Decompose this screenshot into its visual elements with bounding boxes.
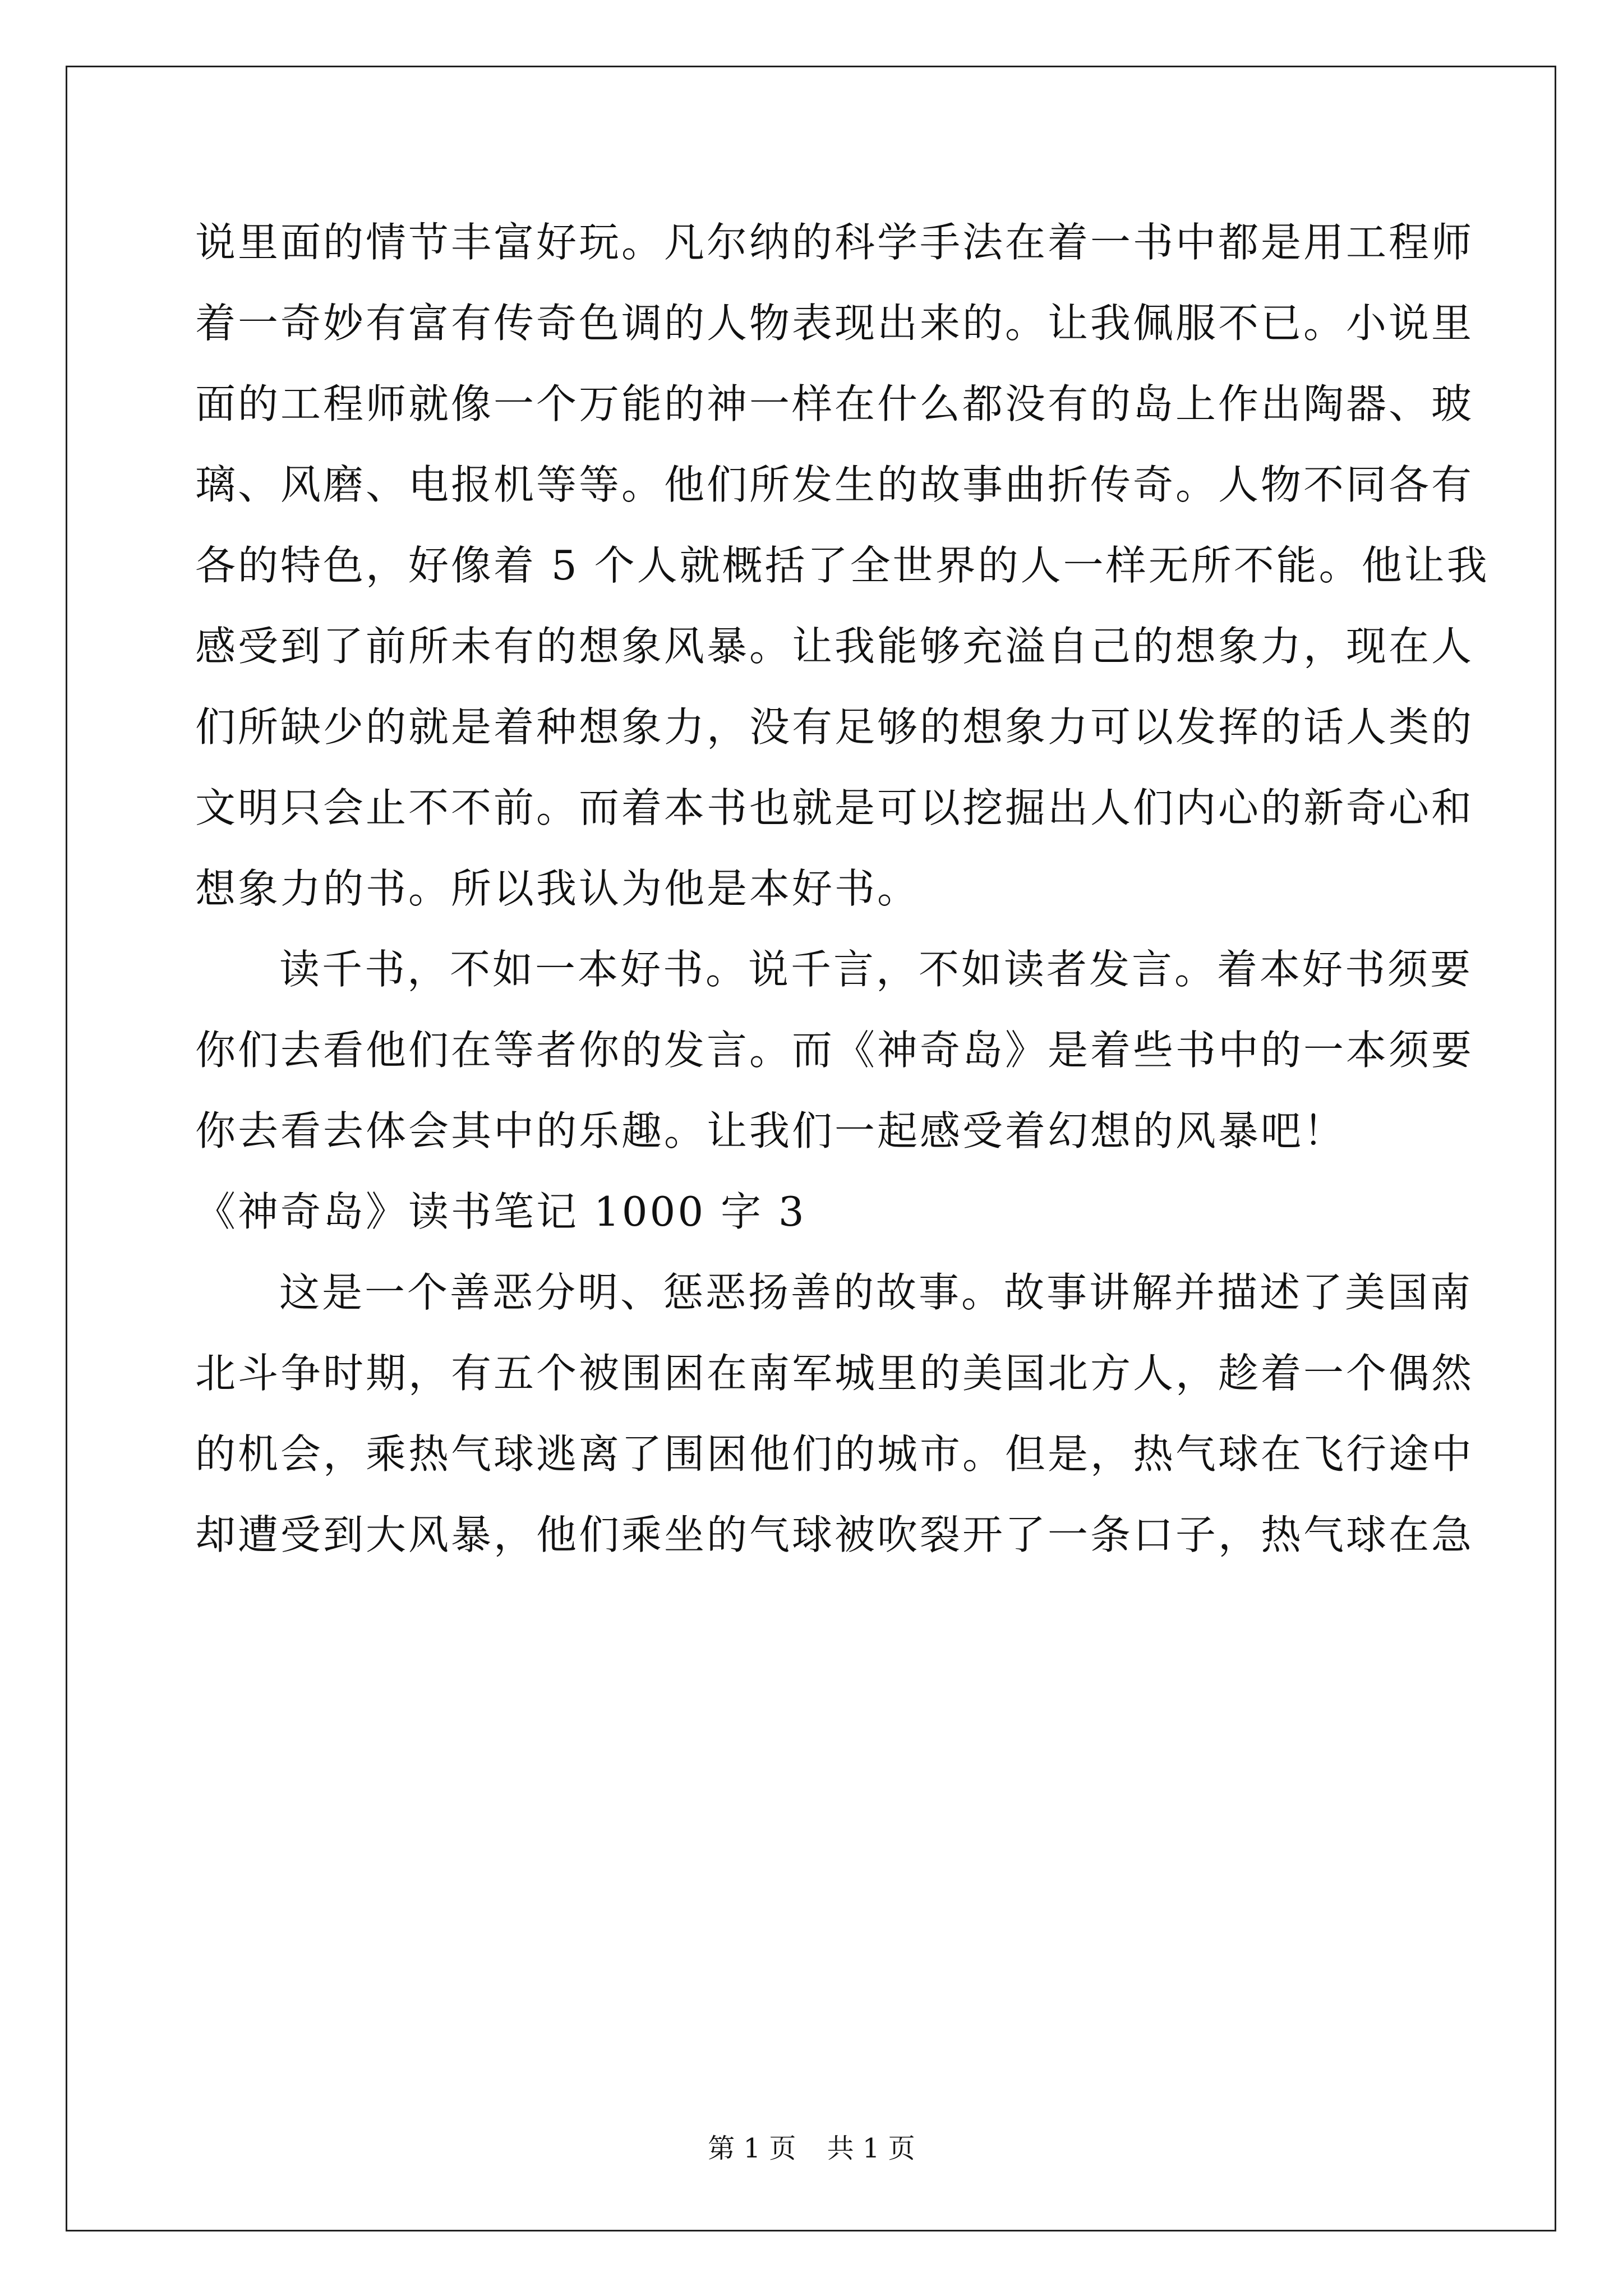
text-line-3: 面的工程师就像一个万能的神一样在什么都没有的岛上作出陶器、玻 [195, 380, 1474, 427]
text-line-14: 这是一个善恶分明、惩恶扬善的故事。故事讲解并描述了美国南 [279, 1269, 1473, 1316]
text-line-15: 北斗争时期，有五个被围困在南军城里的美国北方人，趁着一个偶然 [195, 1350, 1474, 1397]
text-line-12: 你去看去体会其中的乐趣。让我们一起感受着幻想的风暴吧！ [195, 1107, 1347, 1154]
text-line-5: 各的特色，好像着 5 个人就概括了全世界的人一样无所不能。他让我 [195, 542, 1490, 589]
text-line-6: 感受到了前所未有的想象风暴。让我能够充溢自己的想象力，现在人 [195, 623, 1474, 670]
text-line-4: 璃、风磨、电报机等等。他们所发生的故事曲折传奇。人物不同各有 [195, 461, 1474, 508]
text-line-11: 你们去看他们在等者你的发言。而《神奇岛》是着些书中的一本须要 [195, 1027, 1474, 1074]
text-line-2: 着一奇妙有富有传奇色调的人物表现出来的。让我佩服不已。小说里 [195, 300, 1474, 347]
page-total: 共 1 页 [827, 2133, 915, 2164]
text-line-8: 文明只会止不不前。而着本书也就是可以挖掘出人们内心的新奇心和 [195, 784, 1474, 831]
page-number: 第 1 页 [708, 2133, 796, 2164]
document-body [195, 202, 1490, 1575]
text-line-7: 们所缺少的就是着种想象力，没有足够的想象力可以发挥的话人类的 [195, 703, 1474, 751]
text-line-10: 读千书，不如一本好书。说千言，不如读者发言。着本好书须要 [279, 946, 1473, 993]
text-line-16: 的机会，乘热气球逃离了围困他们的城市。但是，热气球在飞行途中 [195, 1430, 1474, 1478]
text-line-9: 想象力的书。所以我认为他是本好书。 [195, 865, 920, 912]
page-footer [0, 2132, 1623, 2165]
section-heading: 《神奇岛》读书笔记 1000 字 3 [195, 1188, 806, 1235]
text-line-1: 说里面的情节丰富好玩。凡尔纳的科学手法在着一书中都是用工程师 [195, 219, 1474, 266]
text-line-17: 却遭受到大风暴，他们乘坐的气球被吹裂开了一条口子，热气球在急 [195, 1511, 1474, 1558]
